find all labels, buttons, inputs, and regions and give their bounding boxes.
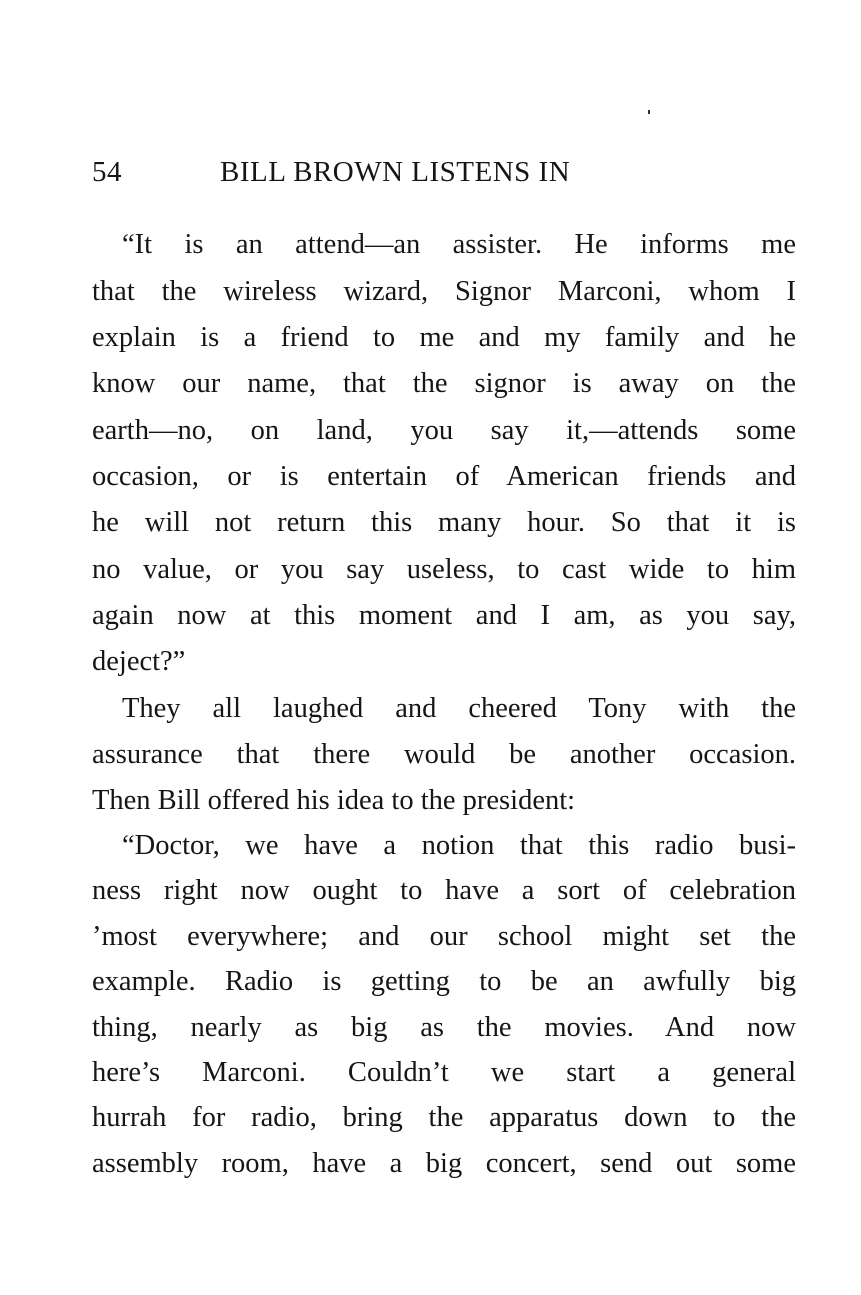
text-line: “Doctor, we have a notion that this radio busi- [122,830,796,861]
text-line: assurance that there would be another occasion. [92,739,796,770]
book-title: BILL BROWN LISTENS IN [220,156,571,188]
text-line: ’most everywhere; and our school might set the [92,921,796,952]
text-line: he will not return this many hour. So that it is [92,507,796,538]
text-line: no value, or you say useless, to cast wide to him [92,554,796,585]
text-line: thing, nearly as big as the movies. And now [92,1012,796,1043]
ink-speck [648,110,650,114]
text-line: deject?” [92,646,186,677]
text-line: occasion, or is entertain of American friends and [92,461,796,492]
running-head [92,152,692,192]
page-number: 54 [92,156,122,188]
text-line: They all laughed and cheered Tony with the [122,693,796,724]
text-line: earth—no, on land, you say it,—attends some [92,415,796,446]
text-line: know our name, that the signor is away on the [92,368,796,399]
text-line: here’s Marconi. Couldn’t we start a general [92,1057,796,1088]
text-line: that the wireless wizard, Signor Marconi, whom I [92,276,796,307]
text-line: explain is a friend to me and my family and he [92,322,796,353]
text-line: example. Radio is getting to be an awfully big [92,966,796,997]
text-line: assembly room, have a big concert, send out some [92,1148,796,1179]
text-line: Then Bill offered his idea to the president: [92,785,576,816]
text-line: ness right now ought to have a sort of celebration [92,875,796,906]
text-line: hurrah for radio, bring the apparatus down to the [92,1102,796,1133]
text-line: again now at this moment and I am, as you say, [92,600,796,631]
text-line: “It is an attend—an assister. He informs me [122,229,796,260]
